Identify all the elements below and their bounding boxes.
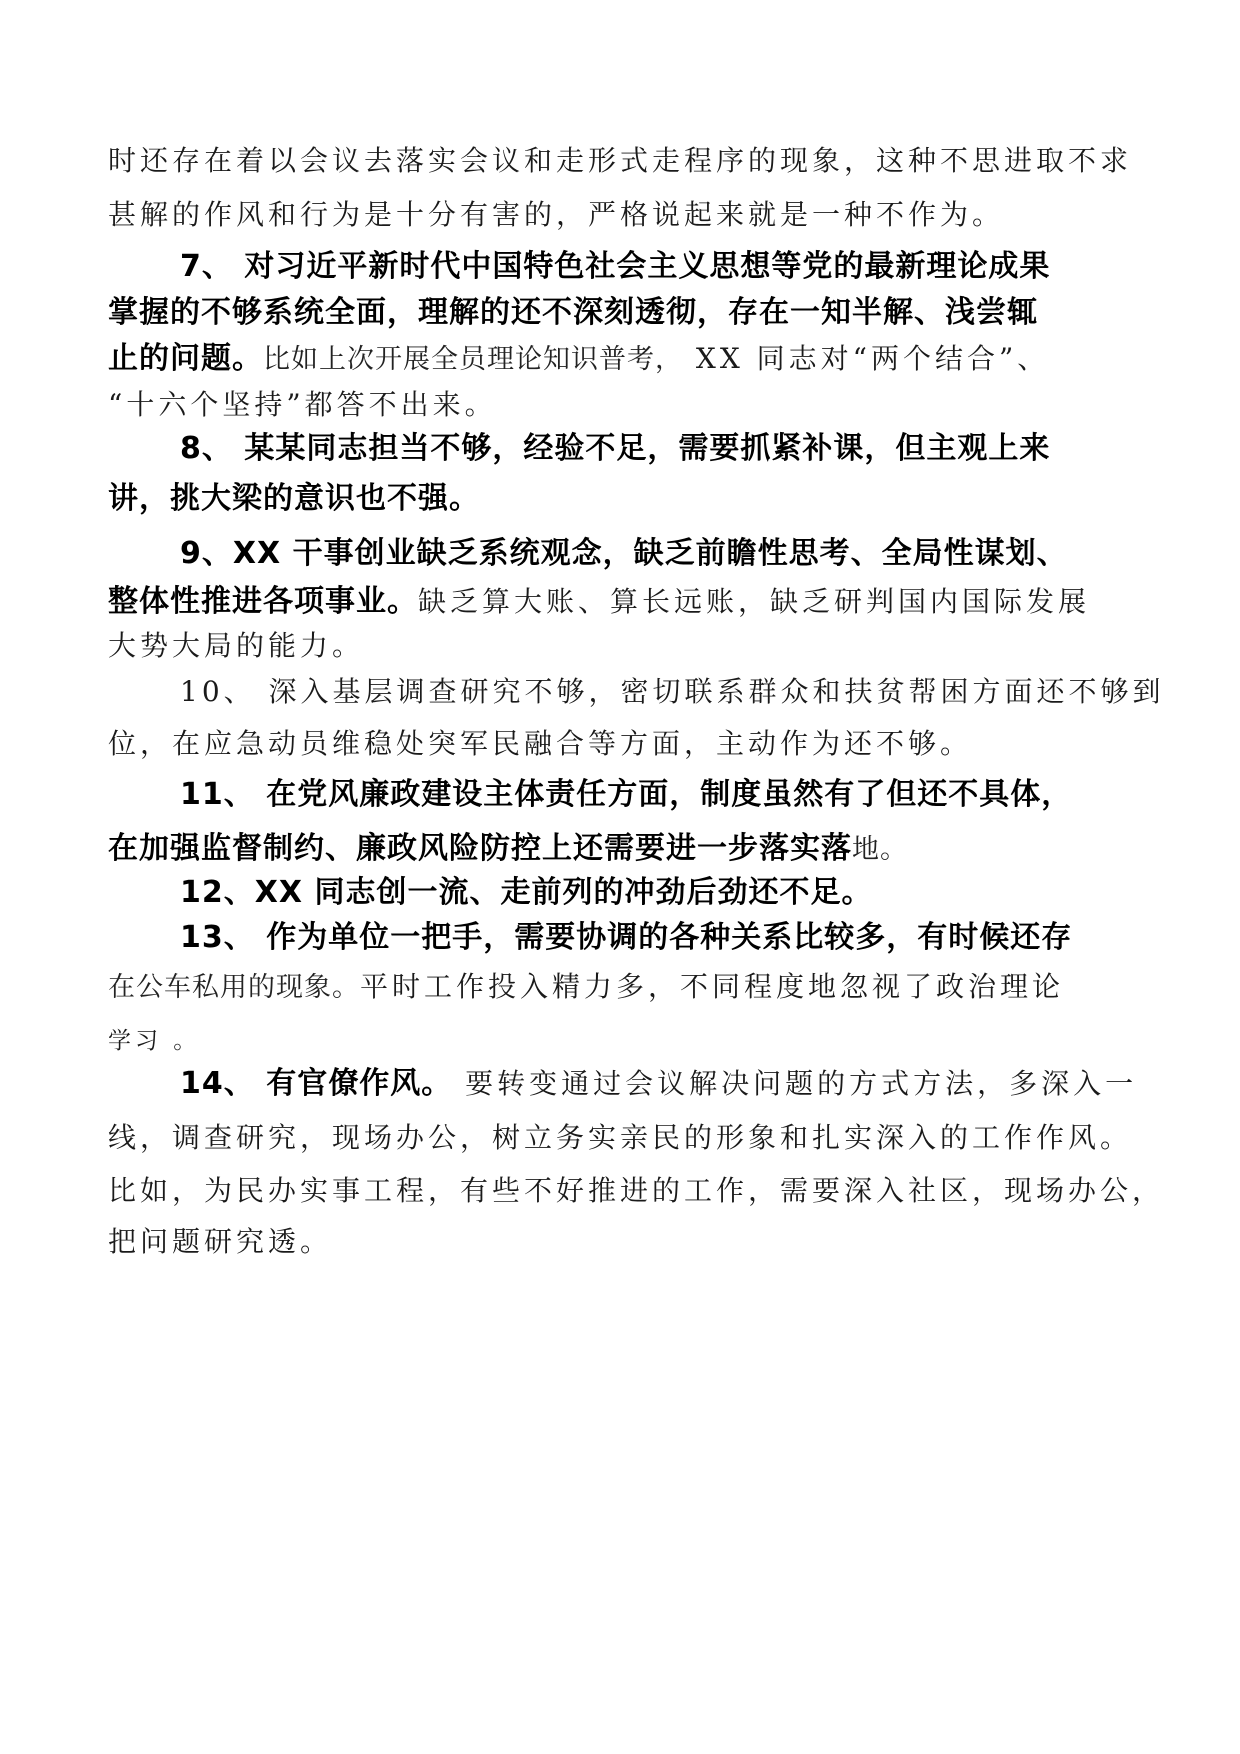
normal-text: XX 同志对“两个结合”、 [683,342,1050,375]
bold-text: 14、 有官僚作风。 [180,1066,453,1101]
item-10-heading: 10、 深入基层调查研究不够，密切联系群众和扶贫帮困方面还不够到 [180,675,1165,708]
item-14-heading [108,1058,1138,1110]
text-line: 大势大局的能力。 [108,629,365,662]
text-line: 掌握的不够系统全面，理解的还不深刻透彻，存在一知半解、浅尝辄 [108,295,1038,330]
item-13 [108,914,1138,1070]
text-line: “十六个坚持”都答不出来。 [108,388,497,421]
text-line: 把问题研究透。 [108,1225,333,1258]
text-line [108,578,1138,626]
item-11-heading: 11、 在党风廉政建设主体责任方面，制度虽然有了但还不具体， [180,777,1073,812]
item-7 [108,244,1138,428]
normal-text: 要转变通过会议解决问题的方式方法，多深入一 [452,1067,1138,1100]
bold-text: 止的问题。 [108,341,263,376]
normal-text: 平时工作投入精力多，不同程度地忽视了政治理论 [360,970,1065,1003]
bold-text: 整体性推进各项事业。 [108,584,418,619]
item-8-heading: 8、 某某同志担当不够，经验不足，需要抓紧补课，但主观上来 [180,431,1051,466]
item-7-heading: 7、 对习近平新时代中国特色社会主义思想等党的最新理论成果 [180,249,1051,284]
item-12-heading: 12、XX 同志创一流、走前列的冲劲后劲还不足。 [180,875,873,910]
sans-text: 在公车私用的现象。 [108,972,360,1003]
text-line: 比如，为民办实事工程，有些不好推进的工作，需要深入社区，现场办公， [108,1174,1165,1207]
text-line: 甚解的作风和行为是十分有害的，严格说起来就是一种不作为。 [108,198,1005,231]
normal-text: 比如上次开展全员理论知识普考， [263,344,683,375]
text-line: 时还存在着以会议去落实会议和走形式走程序的现象，这种不思进取不求 [108,144,1133,177]
paragraph-continued [108,138,1138,238]
item-9-heading: 9、XX 干事创业缺乏系统观念，缺乏前瞻性思考、全局性谋划、 [180,536,1068,571]
text-line: 学习 。 [108,1028,201,1054]
item-13-heading: 13、 作为单位一把手，需要协调的各种关系比较多，有时候还存 [180,920,1073,955]
text-line: 讲，挑大梁的意识也不强。 [108,481,480,516]
normal-text: 缺乏算大账、算长远账，缺乏研判国内国际发展 [418,585,1091,618]
text-line [108,824,1138,874]
item-14 [108,1058,1165,1268]
text-line: 位，在应急动员维稳处突军民融合等方面，主动作为还不够。 [108,727,973,760]
item-9 [108,530,1138,666]
normal-text: 地。 [852,834,908,865]
item-11 [108,766,1138,874]
bold-text: 在加强监督制约、廉政风险防控上还需要进一步落实落 [108,831,852,866]
text-line [108,962,1138,1012]
item-8 [108,424,1138,524]
item-12 [108,870,1138,916]
item-10 [108,666,1165,770]
text-line [108,336,1138,382]
text-line: 线，调查研究，现场办公，树立务实亲民的形象和扎实深入的工作作风。 [108,1121,1133,1154]
